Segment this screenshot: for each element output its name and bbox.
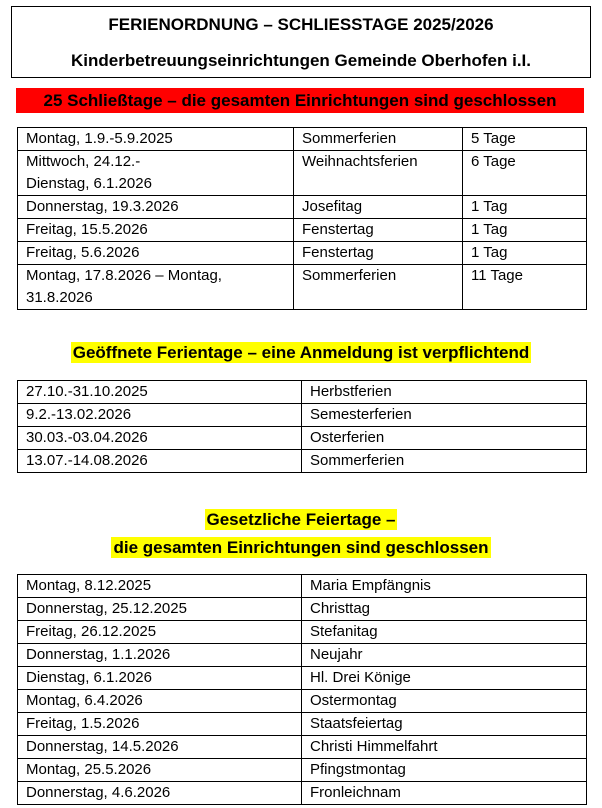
holiday-name-cell: Ostermontag (302, 690, 587, 713)
table-row (18, 219, 587, 242)
date-line: Mittwoch, 24.12.- (26, 153, 141, 170)
holiday-name-cell: Christi Himmelfahrt (302, 736, 587, 759)
holidays-heading-wrap-2 (0, 538, 602, 558)
days-cell: 6 Tage (463, 151, 587, 196)
holiday-name-cell: Stefanitag (302, 621, 587, 644)
reason-cell: Josefitag (294, 196, 463, 219)
holiday-name-cell: Fronleichnam (302, 782, 587, 805)
table-row (18, 782, 587, 805)
date-cell: Montag, 1.9.-5.9.2025 (18, 128, 294, 151)
days-cell: 11 Tage (463, 265, 587, 310)
open-days-table (17, 380, 587, 473)
table-row (18, 404, 587, 427)
table-row (18, 151, 587, 196)
reason-cell: Herbstferien (302, 381, 587, 404)
date-line: 31.8.2026 (26, 289, 93, 306)
table-row (18, 381, 587, 404)
date-cell: Donnerstag, 1.1.2026 (18, 644, 302, 667)
days-cell: 1 Tag (463, 242, 587, 265)
table-row (18, 598, 587, 621)
table-row (18, 713, 587, 736)
date-cell: Montag, 6.4.2026 (18, 690, 302, 713)
days-cell: 1 Tag (463, 219, 587, 242)
table-row (18, 644, 587, 667)
closing-days-table (17, 127, 587, 310)
date-line: Montag, 17.8.2026 – Montag, (26, 267, 222, 284)
date-cell: 9.2.-13.02.2026 (18, 404, 302, 427)
holidays-table (17, 574, 587, 805)
table-row (18, 759, 587, 782)
table-row (18, 667, 587, 690)
reason-cell: Osterferien (302, 427, 587, 450)
date-cell: Donnerstag, 14.5.2026 (18, 736, 302, 759)
table-row (18, 242, 587, 265)
document-title: FERIENORDNUNG – SCHLIESSTAGE 2025/2026 (108, 15, 494, 34)
holidays-heading-wrap (0, 510, 602, 530)
date-cell (18, 265, 294, 310)
table-row (18, 265, 587, 310)
open-days-heading: Geöffnete Ferientage – eine Anmeldung ist verpflichtend (72, 343, 530, 362)
date-cell (18, 151, 294, 196)
table-row (18, 736, 587, 759)
holiday-name-cell: Christtag (302, 598, 587, 621)
table-row (18, 621, 587, 644)
reason-cell: Weihnachtsferien (294, 151, 463, 196)
date-cell: Freitag, 1.5.2026 (18, 713, 302, 736)
reason-cell: Sommerferien (294, 265, 463, 310)
table-row (18, 196, 587, 219)
date-cell: Donnerstag, 4.6.2026 (18, 782, 302, 805)
date-cell: Donnerstag, 25.12.2025 (18, 598, 302, 621)
date-cell: Dienstag, 6.1.2026 (18, 667, 302, 690)
holiday-name-cell: Staatsfeiertag (302, 713, 587, 736)
date-cell: Montag, 8.12.2025 (18, 575, 302, 598)
holiday-name-cell: Pfingstmontag (302, 759, 587, 782)
date-cell: Freitag, 26.12.2025 (18, 621, 302, 644)
reason-cell: Fenstertag (294, 242, 463, 265)
holidays-heading-line2: die gesamten Einrichtungen sind geschlossen (113, 538, 489, 557)
reason-cell: Sommerferien (302, 450, 587, 473)
closing-days-heading: 25 Schließtage – die gesamten Einrichtungen sind geschlossen (16, 88, 584, 113)
table-row (18, 427, 587, 450)
table-row (18, 450, 587, 473)
date-cell: Freitag, 5.6.2026 (18, 242, 294, 265)
holiday-name-cell: Neujahr (302, 644, 587, 667)
date-cell: Freitag, 15.5.2026 (18, 219, 294, 242)
reason-cell: Fenstertag (294, 219, 463, 242)
days-cell: 1 Tag (463, 196, 587, 219)
holiday-name-cell: Maria Empfängnis (302, 575, 587, 598)
table-row (18, 128, 587, 151)
holiday-name-cell: Hl. Drei Könige (302, 667, 587, 690)
date-cell: 30.03.-03.04.2026 (18, 427, 302, 450)
table-row (18, 575, 587, 598)
days-cell: 5 Tage (463, 128, 587, 151)
document-subtitle: Kinderbetreuungseinrichtungen Gemeinde Oberhofen i.I. (71, 51, 531, 70)
reason-cell: Semesterferien (302, 404, 587, 427)
date-cell: Donnerstag, 19.3.2026 (18, 196, 294, 219)
date-cell: 13.07.-14.08.2026 (18, 450, 302, 473)
open-days-heading-wrap (0, 343, 602, 363)
date-cell: 27.10.-31.10.2025 (18, 381, 302, 404)
table-row (18, 690, 587, 713)
holidays-heading-line1: Gesetzliche Feiertage – (206, 510, 396, 529)
date-line: Dienstag, 6.1.2026 (26, 175, 152, 192)
reason-cell: Sommerferien (294, 128, 463, 151)
document-header (11, 6, 591, 78)
date-cell: Montag, 25.5.2026 (18, 759, 302, 782)
